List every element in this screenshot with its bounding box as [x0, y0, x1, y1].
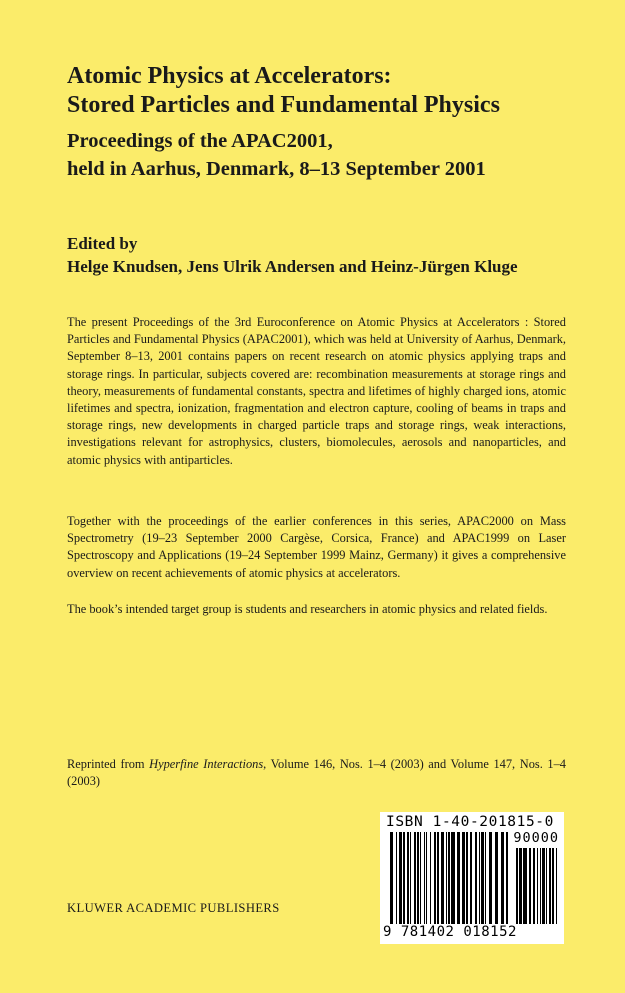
target-group-paragraph: The book’s intended target group is students and researchers in atomic physics and related fields.	[67, 602, 548, 616]
barcode-bar	[546, 848, 547, 924]
barcode-bar	[485, 832, 486, 924]
barcode-bar	[407, 832, 409, 924]
barcode-bar	[516, 848, 518, 924]
barcode-bar	[426, 832, 427, 924]
barcode-bar	[501, 832, 504, 924]
barcode-bar	[475, 832, 477, 924]
book-title	[67, 62, 587, 120]
barcode-bar	[446, 832, 447, 924]
barcode-bar	[542, 848, 545, 924]
reprint-prefix: Reprinted from	[67, 757, 150, 771]
barcode-bar	[489, 832, 492, 924]
barcode-bar	[430, 832, 431, 924]
barcode-bar	[481, 832, 484, 924]
subtitle-line-2: held in Aarhus, Denmark, 8–13 September 2001	[67, 158, 486, 180]
barcode-bar	[390, 832, 393, 924]
barcode-bar	[424, 832, 425, 924]
subtitle-line-1: Proceedings of the APAC2001,	[67, 130, 333, 152]
barcode-bar	[462, 832, 465, 924]
barcode-bar	[556, 848, 557, 924]
barcode-bar	[506, 832, 508, 924]
barcode-bar	[399, 832, 402, 924]
barcode-bar	[396, 832, 397, 924]
barcode-bar	[495, 832, 498, 924]
barcode-bar	[403, 832, 405, 924]
description-paragraph-1: The present Proceedings of the 3rd Euroconference on Atomic Physics at Accelerators : Stored Particles and Fundamental Physics (APAC2001), which was held at University of Aarhus, Denmark, September 8–13, 2001 contains papers on recent research on atomic physics applying traps and storage rings. In particular, subjects covered are: recombination measurements at storage rings and theory, measurements of fundamental constants, spectra and lifetimes of highly charged ions, atomic lifetimes and spectra, ionization, fragmentation and electron capture, cooling of beams in traps and storage rings, new developments in charged particle traps and storage rings, weak interactions, investigations relevant for astrophysics, clusters, biomolecules, aerosols and nanoparticles, and atomic physics with antiparticles.	[67, 315, 566, 467]
barcode-bar	[451, 832, 455, 924]
barcode-bar	[410, 832, 411, 924]
reprint-note	[67, 756, 566, 790]
editors-list: Helge Knudsen, Jens Ulrik Andersen and Heinz-Jürgen Kluge	[67, 257, 518, 276]
barcode-bar	[540, 848, 541, 924]
barcode-bar	[466, 832, 468, 924]
barcode-bar	[470, 832, 472, 924]
barcode-addon-digits: 90000	[513, 830, 559, 846]
edited-by-label: Edited by	[67, 234, 138, 253]
title-line-1: Atomic Physics at Accelerators:	[67, 63, 392, 89]
barcode-bar	[519, 848, 522, 924]
barcode-bar	[420, 832, 421, 924]
barcode-bar	[457, 832, 460, 924]
publisher-name: KLUWER ACADEMIC PUBLISHERS	[67, 901, 280, 915]
reprint-journal: Hyperfine Interactions	[149, 757, 264, 771]
book-subtitle	[67, 127, 587, 183]
barcode-bar	[434, 832, 436, 924]
barcode-bar	[479, 832, 480, 924]
barcode-bar	[537, 848, 538, 924]
description-paragraph-2: Together with the proceedings of the earlier conferences in this series, APAC2000 on Mass Spectrometry (19–23 September 2000 Cargèse, Corsica, France) and APAC1999 on Laser Spectroscopy and Applications (19–24 September 1999 Mainz, Germany) it gives a comprehensive overview on recent achievements of atomic physics at accelerators.	[67, 514, 566, 580]
isbn-barcode	[380, 812, 564, 944]
isbn-label: ISBN 1-40-201815-0	[386, 814, 554, 830]
barcode-bar	[523, 848, 527, 924]
barcode-bar	[448, 832, 450, 924]
reprint-suffix: , Volume 146, Nos. 1–4 (2003) and Volume 147, Nos. 1–4 (2003)	[67, 757, 566, 789]
ean-digits: 9 781402 018152	[383, 924, 517, 940]
barcode-bar	[529, 848, 531, 924]
barcode-bar	[533, 848, 535, 924]
barcode-bar	[417, 832, 419, 924]
title-line-2: Stored Particles and Fundamental Physics	[67, 92, 500, 118]
barcode-bar	[552, 848, 554, 924]
barcode-bar	[414, 832, 416, 924]
barcode-bar	[437, 832, 439, 924]
barcode-bar	[441, 832, 444, 924]
barcode-bar	[549, 848, 551, 924]
